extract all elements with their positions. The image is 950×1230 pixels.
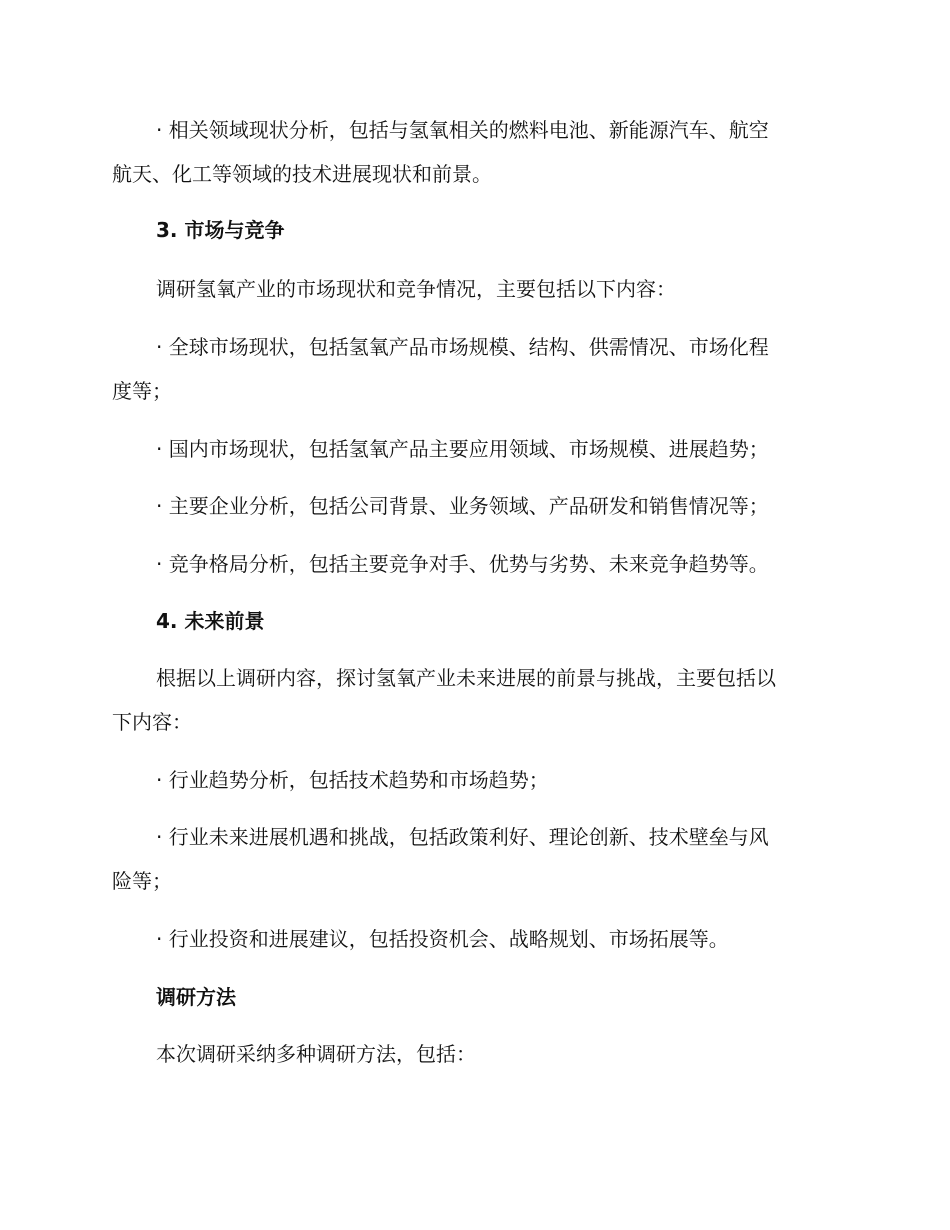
section-heading-market-competition: 3. 市场与竞争 xyxy=(156,218,285,242)
paragraph-investment-advice xyxy=(112,917,830,961)
paragraph-line: 本次调研采纳多种调研方法，包括： xyxy=(156,1042,476,1066)
paragraph-line: · 相关领域现状分析，包括与氢氧相关的燃料电池、新能源汽车、航空 xyxy=(156,118,769,142)
paragraph-competitive-landscape xyxy=(112,542,830,586)
paragraph-opportunities-challenges xyxy=(112,815,830,903)
paragraph-global-market xyxy=(112,325,830,413)
paragraph-line: · 行业趋势分析，包括技术趋势和市场趋势； xyxy=(156,768,549,792)
paragraph-line: · 竞争格局分析，包括主要竞争对手、优势与劣势、未来竞争趋势等。 xyxy=(156,552,769,576)
paragraph-market-intro xyxy=(112,267,830,311)
paragraph-line: · 国内市场现状，包括氢氧产品主要应用领域、市场规模、进展趋势； xyxy=(156,437,769,461)
paragraph-line: · 行业未来进展机遇和挑战，包括政策利好、理论创新、技术壁垒与风 xyxy=(156,825,769,849)
paragraph-industry-trends xyxy=(112,758,830,802)
section-heading-research-methods: 调研方法 xyxy=(156,985,236,1009)
paragraph-related-fields xyxy=(112,108,830,196)
section-heading-future-outlook: 4. 未来前景 xyxy=(156,609,265,633)
paragraph-methods-intro xyxy=(112,1032,830,1076)
paragraph-line: · 主要企业分析，包括公司背景、业务领域、产品研发和销售情况等； xyxy=(156,494,769,518)
paragraph-line: 险等； xyxy=(112,869,172,893)
paragraph-line: 下内容： xyxy=(112,710,192,734)
paragraph-line: · 行业投资和进展建议，包括投资机会、战略规划、市场拓展等。 xyxy=(156,927,729,951)
paragraph-line: 根据以上调研内容，探讨氢氧产业未来进展的前景与挑战，主要包括以 xyxy=(156,666,776,690)
paragraph-future-intro xyxy=(112,656,830,744)
paragraph-line: · 全球市场现状，包括氢氧产品市场规模、结构、供需情况、市场化程 xyxy=(156,335,769,359)
paragraph-major-companies xyxy=(112,484,830,528)
paragraph-domestic-market xyxy=(112,427,830,471)
paragraph-line: 度等； xyxy=(112,379,172,403)
paragraph-line: 航天、化工等领域的技术进展现状和前景。 xyxy=(112,162,492,186)
paragraph-line: 调研氢氧产业的市场现状和竞争情况，主要包括以下内容： xyxy=(156,277,676,301)
